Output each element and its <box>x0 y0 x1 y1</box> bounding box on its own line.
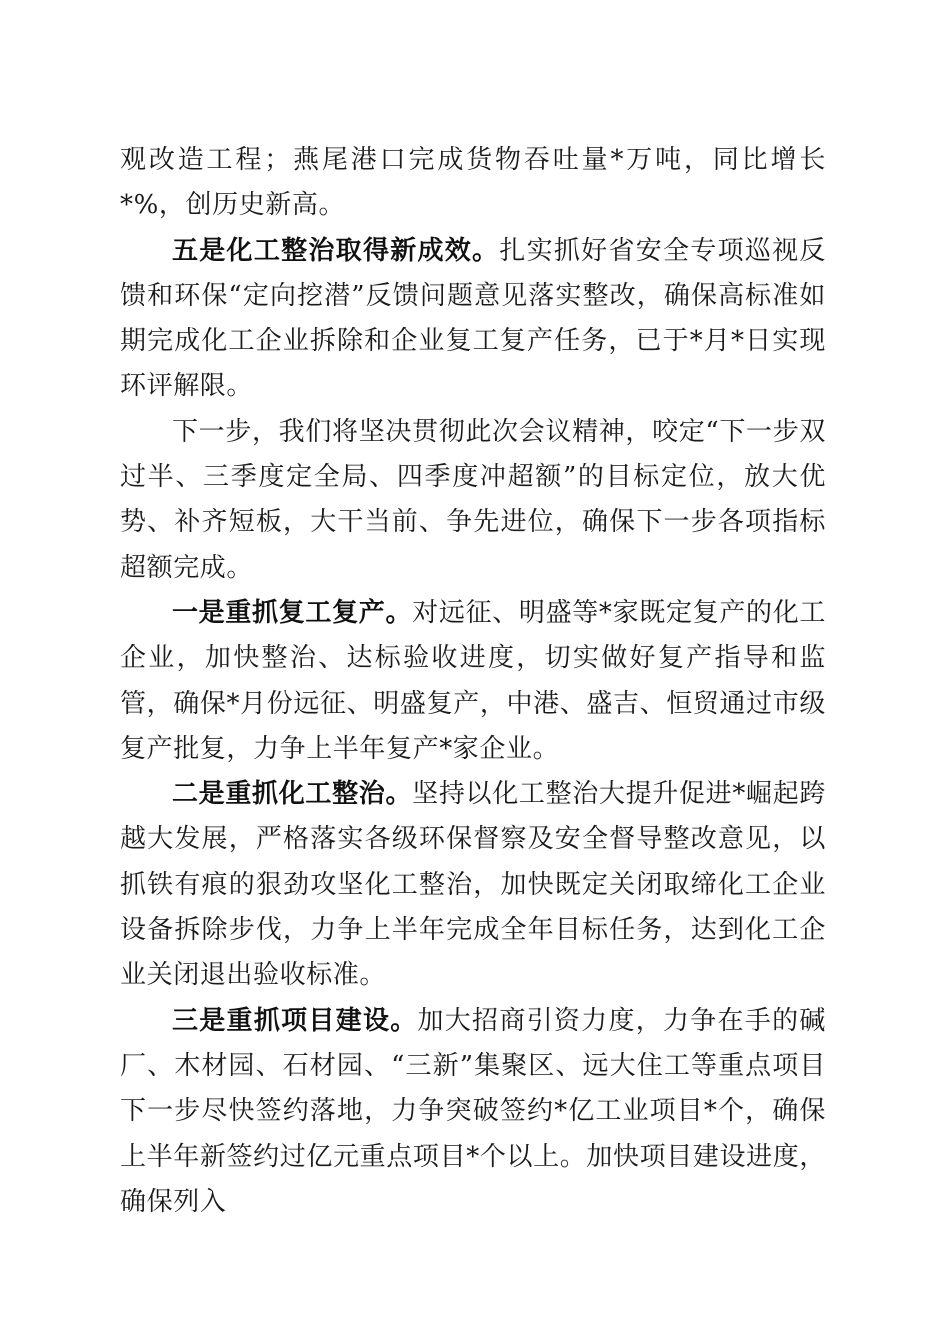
paragraph-chemical-rectification <box>120 772 826 998</box>
paragraph-text: 下一步，我们将坚决贯彻此次会议精神，咬定“下一步双过半、三季度定全局、四季度冲超额”的目标定位，放大优势、补齐短板，大干当前、争先进位，确保下一步各项指标超额完成。 <box>120 416 826 583</box>
paragraph-next-steps <box>120 410 826 591</box>
paragraph-continuation <box>120 138 826 229</box>
paragraph-text: 观改造工程；燕尾港口完成货物吞吐量*万吨，同比增长*%，创历史新高。 <box>120 145 826 221</box>
paragraph-chemical-rectification-result <box>120 229 826 410</box>
paragraph-project-construction <box>120 999 826 1225</box>
paragraph-lead: 三是重抓项目建设。 <box>172 1005 418 1036</box>
paragraph-resume-production <box>120 591 826 772</box>
paragraph-text: 扎实抓好省安全专项巡视反馈和环保“定向挖潜”反馈问题意见落实整改，确保高标准如期完成化工企业拆除和企业复工复产任务，已于*月*日实现环评解限。 <box>120 235 827 402</box>
paragraph-lead: 一是重抓复工复产。 <box>172 597 413 628</box>
paragraph-lead: 五是化工整治取得新成效。 <box>172 235 500 266</box>
paragraph-text: 对远征、明盛等*家既定复产的化工企业，加快整治、达标验收进度，切实做好复产指导和监管，确保*月份远征、明盛复产，中港、盛吉、恒贸通过市级复产批复，力争上半年复产*家企业。 <box>120 597 826 764</box>
paragraph-lead: 二是重抓化工整治。 <box>172 779 413 810</box>
paragraph-text: 加大招商引资力度，力争在手的碱厂、木材园、石材园、“三新”集聚区、远大住工等重点项目下一步尽快签约落地，力争突破签约*亿工业项目*个，确保上半年新签约过亿元重点项目*个以上。加快项目建设进度，确保列入 <box>120 1005 826 1217</box>
document-body <box>120 138 826 1225</box>
paragraph-text: 坚持以化工整治大提升促进*崛起跨越大发展，严格落实各级环保督察及安全督导整改意见，以抓铁有痕的狠劲攻坚化工整治，加快既定关闭取缔化工企业设备拆除步伐，力争上半年完成全年目标任务，达到化工企业关闭退出验收标准。 <box>120 779 826 991</box>
